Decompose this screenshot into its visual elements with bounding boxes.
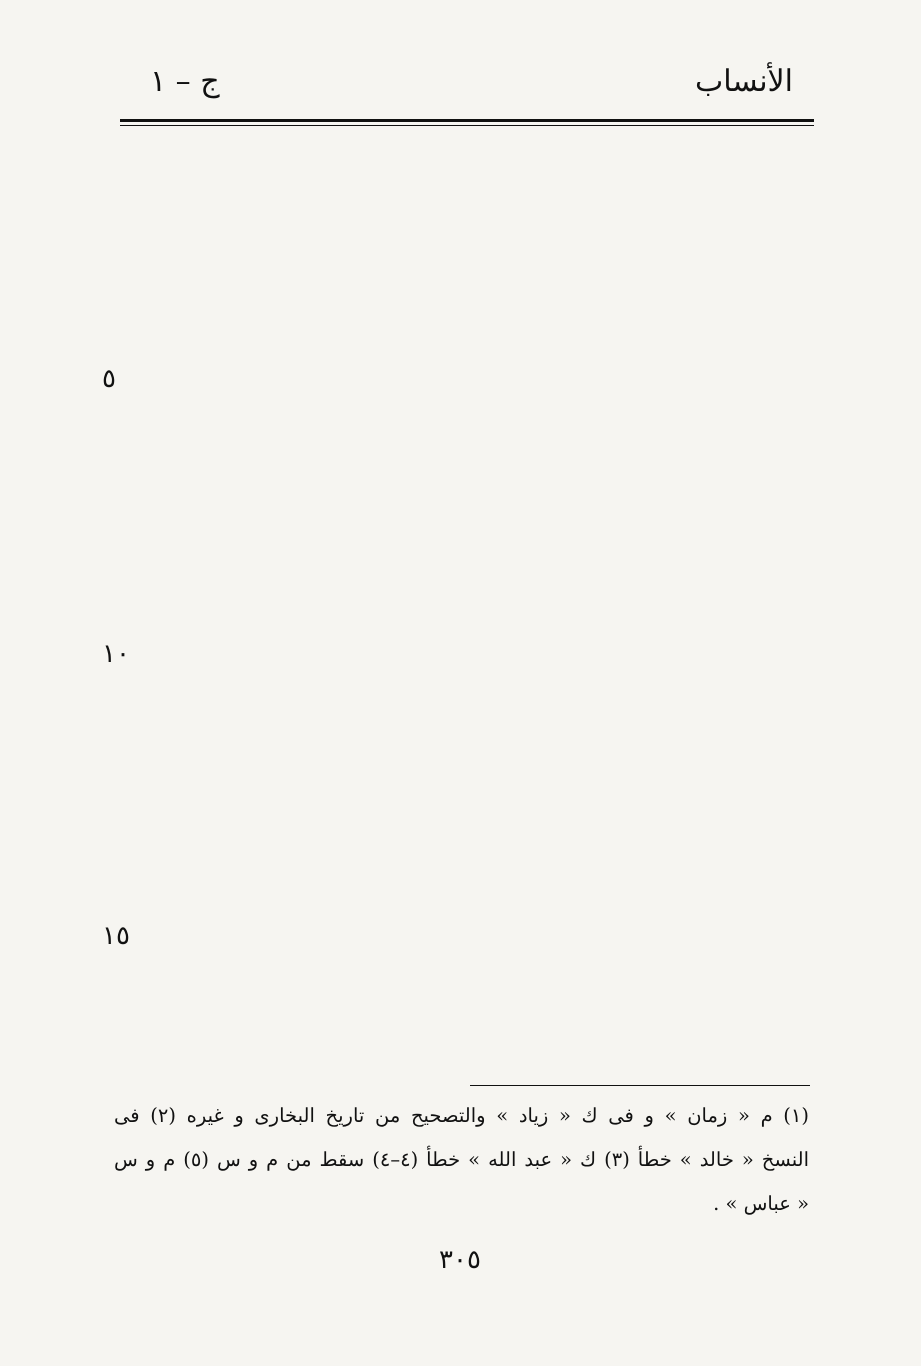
volume-label: ج – ١ xyxy=(150,64,220,99)
footnote-line: النسخ « خالد » خطأ (٣) ك « عبد الله » خطأ (٤–٤) سقط من م و س (٥) م و س xyxy=(114,1148,809,1171)
footnote-line: (١) م « زمان » و فى ك « زياد » والتصحيح من تاريخ البخارى و غيره (٢) فى xyxy=(114,1104,809,1127)
line-number-5: ٥ xyxy=(102,364,116,394)
page-number: ٣٠٥ xyxy=(439,1245,481,1275)
header-rule-thin xyxy=(120,125,814,126)
footnote-rule xyxy=(470,1085,810,1086)
line-number-15: ١٥ xyxy=(102,921,130,951)
running-title: الأنساب xyxy=(695,64,793,99)
header-rule-thick xyxy=(120,119,814,122)
footnote-line: « عباس » . xyxy=(713,1192,809,1215)
line-number-10: ١٠ xyxy=(102,639,130,669)
